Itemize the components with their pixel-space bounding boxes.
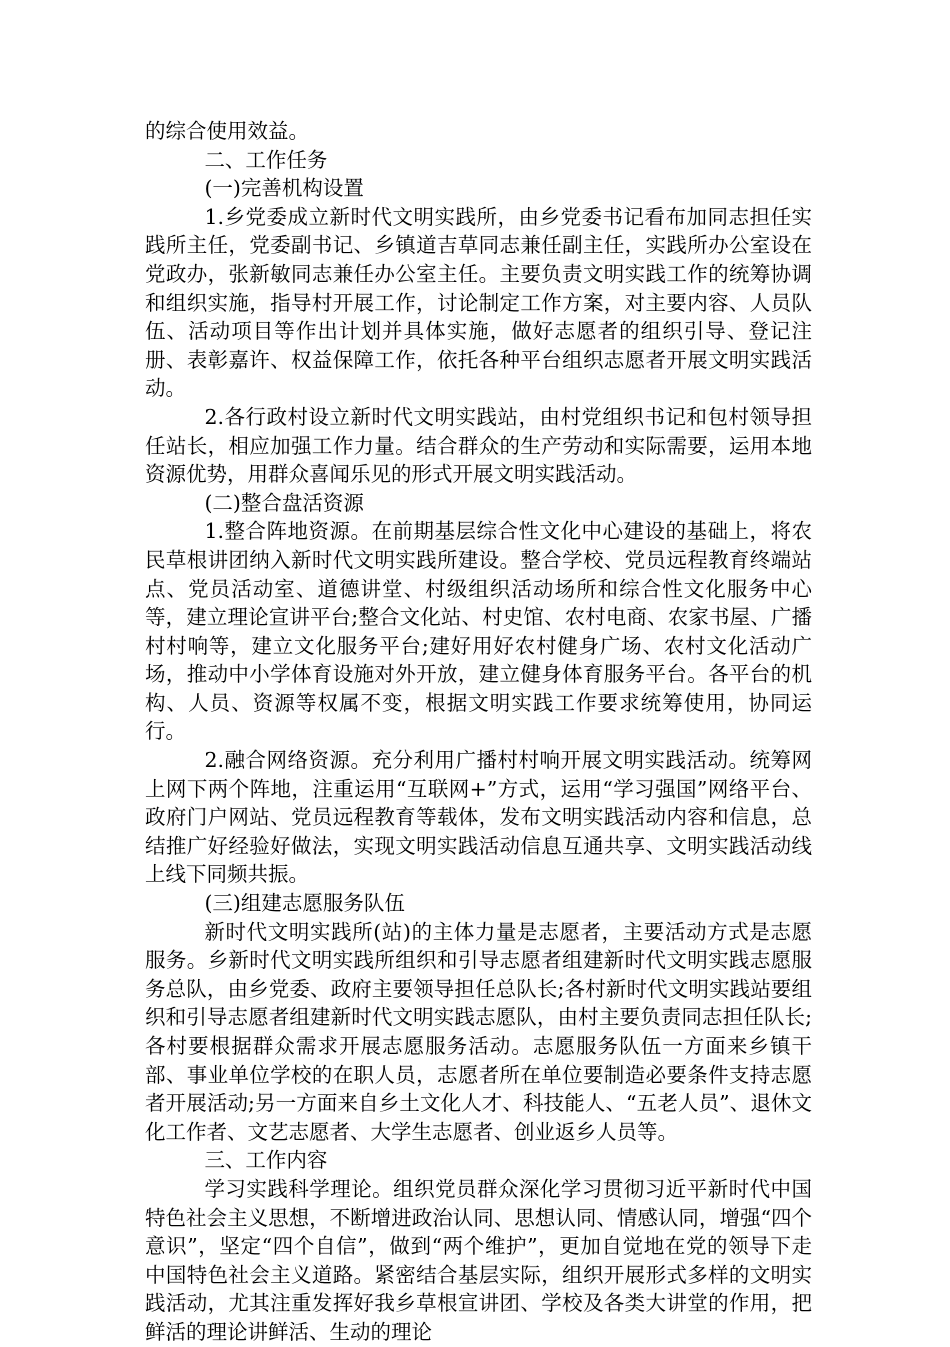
section-heading-work-content: 三、工作内容 xyxy=(204,1148,328,1173)
subsection-heading-resources: (二)整合盘活资源 xyxy=(204,490,364,515)
subsection-heading-organization: (一)完善机构设置 xyxy=(204,176,364,201)
paragraph-item-1: 1.乡党委成立新时代文明实践所，由乡党委书记看布加同志担任实践所主任，党委副书记、乡镇道吉草同志兼任副主任，实践所办公室设在党政办，张新敏同志兼任办公室主任。主要负责文明实践工作的统筹协调和组织实施，指导村开展工作，讨论制定工作方案，对主要内容、人员队伍、活动项目等作出计划并具体实施，做好志愿者的组织引导、登记注册、表彰嘉许、权益保障工作，依托各种平台组织志愿者开展文明实践活动。 xyxy=(145,204,812,401)
subsection-heading-volunteers: (三)组建志愿服务队伍 xyxy=(204,891,405,916)
document-body xyxy=(145,117,812,1347)
paragraph-resources-2: 2.融合网络资源。充分利用广播村村响开展文明实践活动。统筹网上网下两个阵地，注重运用“互联网+”方式，运用“学习强国”网络平台、政府门户网站、党员远程教育等载体，发布文明实践活动内容和信息，总结推广好经验好做法，实现文明实践活动信息互通共享、文明实践活动线上线下同频共振。 xyxy=(145,748,812,887)
paragraph-volunteers: 新时代文明实践所(站)的主体力量是志愿者，主要活动方式是志愿服务。乡新时代文明实践所组织和引导志愿者组建新时代文明实践志愿服务总队，由乡党委、政府主要领导担任总队长;各村新时代文明实践站要组织和引导志愿者组建新时代文明实践志愿队，由村主要负责同志担任队长;各村要根据群众需求开展志愿服务活动。志愿服务队伍一方面来乡镇干部、事业单位学校的在职人员，志愿者所在单位要制造必要条件支持志愿者开展活动;另一方面来自乡土文化人才、科技能人、“五老人员”、退休文化工作者、文艺志愿者、大学生志愿者、创业返乡人员等。 xyxy=(145,919,812,1144)
paragraph-resources-1: 1.整合阵地资源。在前期基层综合性文化中心建设的基础上，将农民草根讲团纳入新时代文明实践所建设。整合学校、党员远程教育终端站点、党员活动室、道德讲堂、村级组织活动场所和综合性文化服务中心等，建立理论宣讲平台;整合文化站、村史馆、农村电商、农家书屋、广播村村响等，建立文化服务平台;建好用好农村健身广场、农村文化活动广场，推动中小学体育设施对外开放，建立健身体育服务平台。各平台的机构、人员、资源等权属不变，根据文明实践工作要求统筹使用，协同运行。 xyxy=(145,519,812,744)
paragraph-theory: 学习实践科学理论。组织党员群众深化学习贯彻习近平新时代中国特色社会主义思想，不断增进政治认同、思想认同、情感认同，增强“四个意识”，坚定“四个自信”，做到“两个维护”，更加自觉地在党的领导下走中国特色社会主义道路。紧密结合基层实际，组织开展形式多样的文明实践活动，尤其注重发挥好我乡草根宣讲团、学校及各类大讲堂的作用，把鲜活的理论讲鲜活、生动的理论 xyxy=(145,1176,812,1344)
paragraph-item-2: 2.各行政村设立新时代文明实践站，由村党组织书记和包村领导担任站长，相应加强工作力量。结合群众的生产劳动和实际需要，运用本地资源优势，用群众喜闻乐见的形式开展文明实践活动。 xyxy=(145,404,812,487)
paragraph-continuation: 的综合使用效益。 xyxy=(145,119,309,143)
section-heading-work-tasks: 二、工作任务 xyxy=(204,147,328,172)
